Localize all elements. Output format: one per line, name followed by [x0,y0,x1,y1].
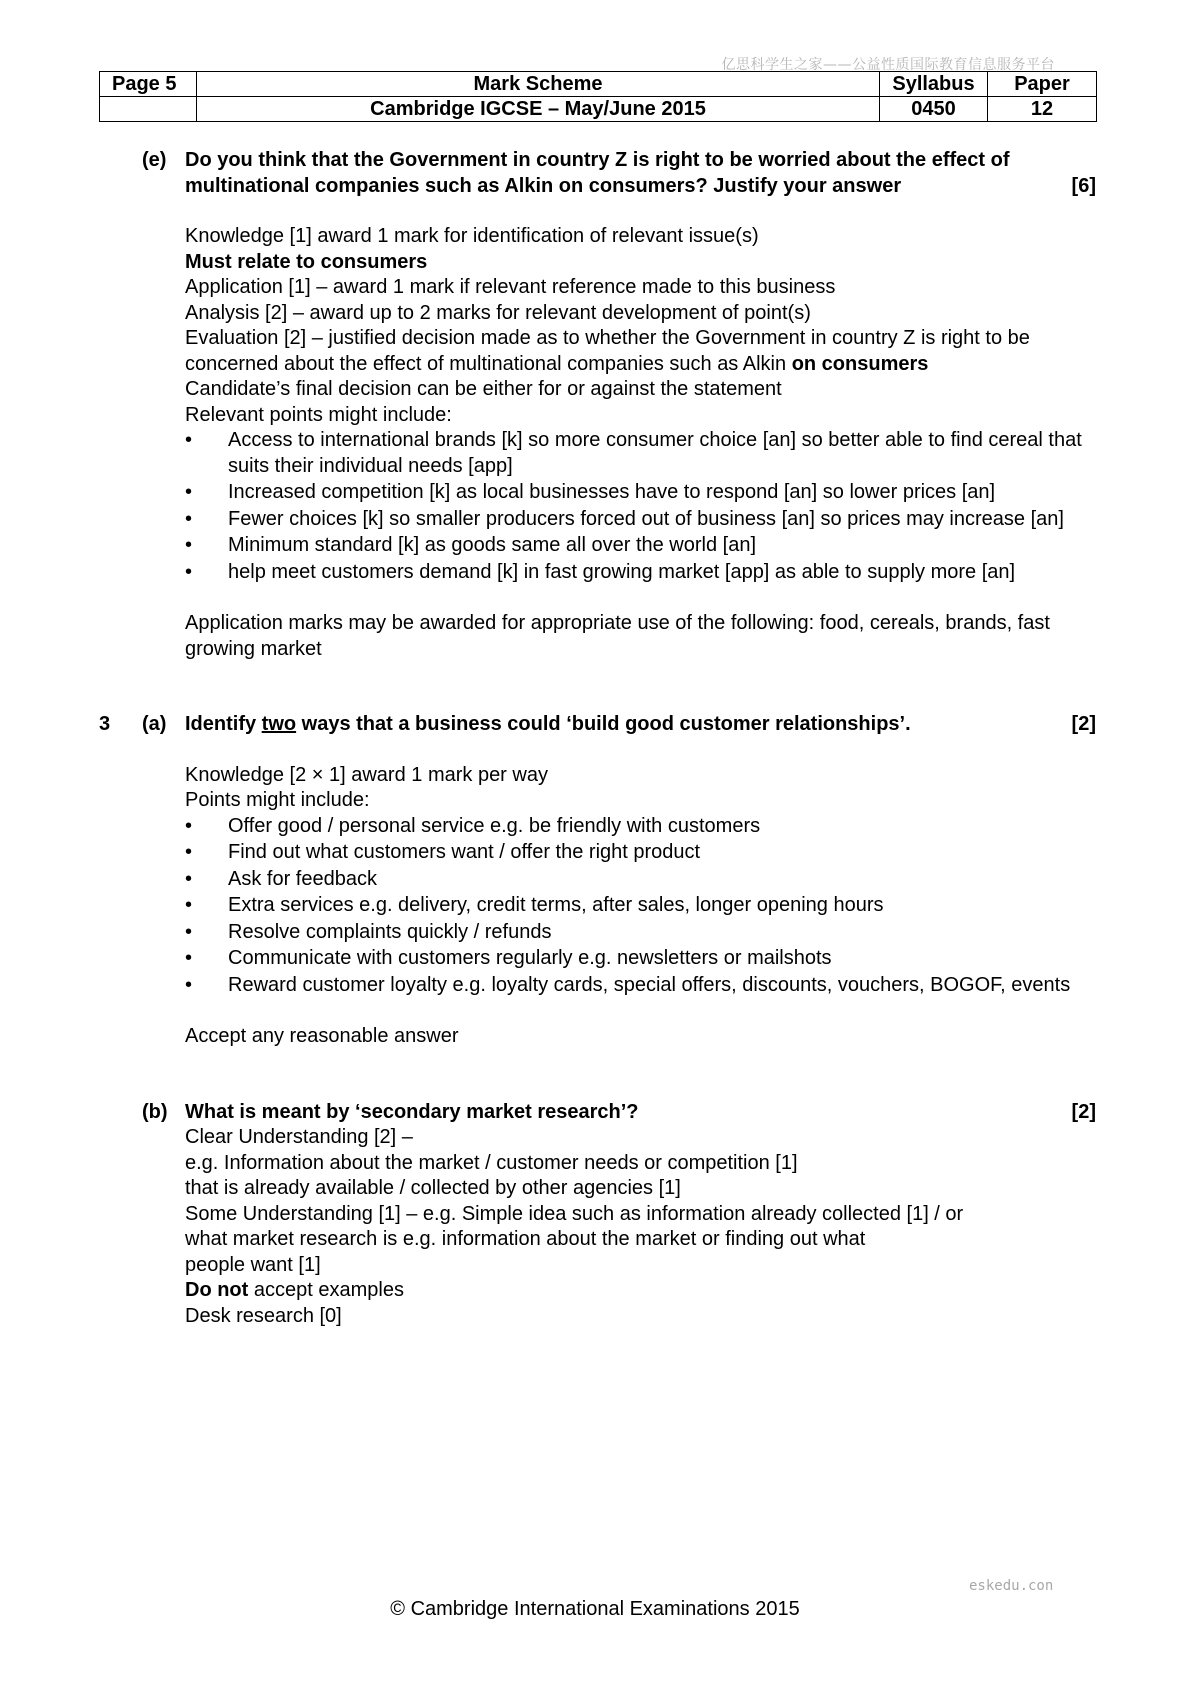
list-item: • Increased competition [k] as local businesses have to respond [an] so lower prices [an] [185,480,1096,506]
points-line: Points might include: [185,789,370,811]
syllabus-code: 0450 [880,97,988,122]
question-marks: [2] [1071,713,1096,735]
desk-research-line: Desk research [0] [185,1304,342,1327]
relevant-points-line: Relevant points might include: [185,403,452,426]
paper-number: 12 [988,97,1097,122]
question-text-pre: Identify [185,713,262,735]
header-row-2 [100,97,1097,122]
question-2e [0,148,1190,662]
knowledge-line: Knowledge [1] award 1 mark for identification of relevant issue(s) [185,225,759,247]
question-3a [0,712,1190,1050]
do-not-line [185,1278,1096,1304]
must-relate-line: Must relate to consumers [185,250,428,273]
header-empty-cell [100,97,197,122]
watermark-bottom: eskedu.con [969,1578,1054,1594]
syllabus-label: Syllabus [880,72,988,97]
exam-title: Cambridge IGCSE – May/June 2015 [197,97,880,122]
final-decision-line: Candidate’s final decision can be either for or against the statement [185,378,782,400]
some-understanding-line: Some Understanding [1] – e.g. Simple idea such as information already collected [1] / or [185,1202,964,1225]
evaluation-line [185,326,1096,377]
do-not-text: accept examples [248,1279,404,1301]
list-item: • Reward customer loyalty e.g. loyalty cards, special offers, discounts, vouchers, BOGOF, events [185,973,1096,999]
list-item: • Find out what customers want / offer the right product [185,840,1096,866]
do-not-emphasis: Do not [185,1279,249,1301]
question-marks: [2] [1071,1100,1096,1123]
answer-line: e.g. Information about the market / customer needs or competition [1] [185,1151,798,1174]
list-item: • Ask for feedback [185,867,1096,893]
footer-copyright: © Cambridge International Examinations 2015 [390,1598,800,1620]
clear-understanding-line: Clear Understanding [2] – [185,1126,413,1148]
list-item: • Extra services e.g. delivery, credit terms, after sales, longer opening hours [185,893,1096,919]
question-label: (b) [142,1100,168,1123]
question-number: 3 [99,713,111,735]
relevant-points-list [185,428,1096,585]
mark-scheme-title: Mark Scheme [197,72,880,97]
question-text-post: ways that a business could ‘build good customer relationships’. [296,713,911,735]
answer-line: what market research is e.g. information about the market or finding out what [185,1228,866,1250]
paper-label: Paper [988,72,1097,97]
question-3b [0,1100,1190,1330]
question-marks: [6] [1071,174,1096,197]
question-text [185,148,1096,199]
question-3b-text: What is meant by ‘secondary market research’? [185,1100,639,1123]
analysis-line: Analysis [2] – award up to 2 marks for relevant development of point(s) [185,301,811,324]
watermark-top: 亿思科学生之家——公益性质国际教育信息服务平台 [721,57,1055,73]
knowledge-line: Knowledge [2 × 1] award 1 mark per way [185,763,548,786]
application-note: Application marks may be awarded for appropriate use of the following: food, cereals, brands, fast growing market [185,612,1050,660]
evaluation-text: Evaluation [2] – justified decision made as to whether the Government in country Z is right to be concerned about the effect of multinational companies such as Alkin [185,327,1030,375]
page-number: Page 5 [100,72,197,97]
list-item: • Access to international brands [k] so more consumer choice [an] so better able to find cereal that suits their individual needs [app] [185,428,1096,479]
list-item: • Minimum standard [k] as goods same all over the world [an] [185,533,1096,559]
question-text [185,712,1096,738]
question-label: (a) [142,713,167,735]
application-line: Application [1] – award 1 mark if relevant reference made to this business [185,276,836,298]
list-item: • Offer good / personal service e.g. be friendly with customers [185,814,1096,840]
answer-line: people want [1] [185,1253,321,1276]
evaluation-emphasis: on consumers [791,352,929,375]
question-2e-text: Do you think that the Government in country Z is right to be worried about the effect of multinational companies such as Alkin on consumers? Justify your answer [185,149,1010,197]
question-text-underlined: two [261,713,297,735]
list-item: • Communicate with customers regularly e.g. newsletters or mailshots [185,946,1096,972]
list-item: • Fewer choices [k] so smaller producers forced out of business [an] so prices may increase [an] [185,507,1096,533]
list-item: • help meet customers demand [k] in fast growing market [app] as able to supply more [an] [185,560,1096,586]
answer-line: that is already available / collected by other agencies [1] [185,1177,681,1199]
question-text [185,1100,1096,1126]
document-body [0,148,1190,1329]
header-table [99,71,1097,122]
points-list [185,814,1096,999]
question-label: (e) [142,149,167,171]
list-item: • Resolve complaints quickly / refunds [185,920,1096,946]
header-row-1 [100,72,1097,97]
accept-note: Accept any reasonable answer [185,1025,459,1047]
